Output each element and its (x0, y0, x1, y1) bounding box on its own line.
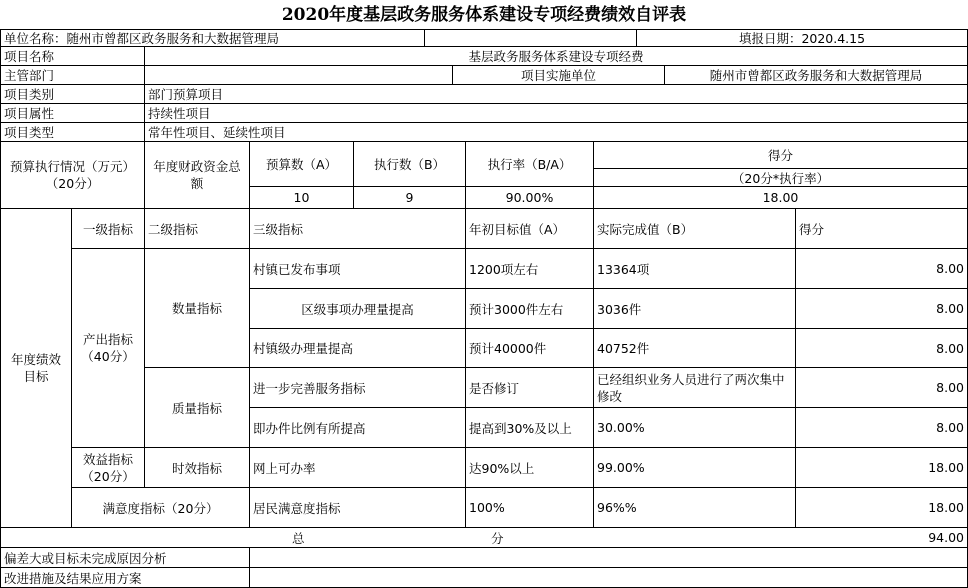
exec-rate-label: 执行率（B/A） (466, 142, 594, 187)
indicator-name: 网上可办率 (250, 448, 466, 488)
fund-total-label: 年度财政资金总额 (145, 142, 250, 209)
level2-header: 二级指标 (145, 209, 250, 249)
category-value: 部门预算项目 (145, 85, 968, 104)
target-header: 年初目标值（A） (466, 209, 594, 249)
indicator-target: 预计3000件左右 (466, 289, 594, 329)
project-name-value: 基层政务服务体系建设专项经费 (145, 47, 968, 66)
budget-score-label: 得分 (594, 142, 968, 169)
project-name-label: 项目名称 (0, 47, 145, 66)
impl-unit-value: 随州市曾都区政务服务和大数据管理局 (665, 66, 968, 85)
indicator-actual: 96%% (594, 488, 796, 528)
indicator-score: 8.00 (796, 249, 968, 289)
quality-indicator-label: 质量指标 (145, 368, 250, 448)
indicator-name: 进一步完善服务指标 (250, 368, 466, 408)
exec-b-value: 9 (354, 187, 466, 209)
type-value: 常年性项目、延续性项目 (145, 123, 968, 142)
supervisor-value (145, 66, 453, 85)
satisfaction-indicator-label: 满意度指标（20分） (72, 488, 250, 528)
indicator-actual: 40752件 (594, 329, 796, 368)
improvement-value (250, 568, 968, 588)
indicator-score: 8.00 (796, 408, 968, 448)
deviation-value (250, 548, 968, 568)
indicator-actual: 99.00% (594, 448, 796, 488)
indicator-target: 是否修订 (466, 368, 594, 408)
quantity-indicator-label: 数量指标 (145, 249, 250, 368)
deviation-label: 偏差大或目标未完成原因分析 (0, 548, 250, 568)
indicator-name: 村镇已发布事项 (250, 249, 466, 289)
total-label-left: 总 (292, 530, 305, 546)
budget-a-label: 预算数（A） (250, 142, 354, 187)
level1-header: 一级指标 (72, 209, 145, 249)
indicator-target: 预计40000件 (466, 329, 594, 368)
indicator-target: 提高到30%及以上 (466, 408, 594, 448)
category-label: 项目类别 (0, 85, 145, 104)
unit-name: 单位名称：随州市曾都区政务服务和大数据管理局 (0, 29, 425, 47)
actual-header: 实际完成值（B） (594, 209, 796, 249)
exec-rate-value: 90.00% (466, 187, 594, 209)
total-row (0, 528, 968, 548)
attribute-label: 项目属性 (0, 104, 145, 123)
exec-b-label: 执行数（B） (354, 142, 466, 187)
output-indicator-label: 产出指标（40分） (72, 249, 145, 448)
indicator-score: 18.00 (796, 448, 968, 488)
supervisor-label: 主管部门 (0, 66, 145, 85)
indicator-score: 8.00 (796, 329, 968, 368)
indicator-actual: 30.00% (594, 408, 796, 448)
impl-unit-label: 项目实施单位 (453, 66, 665, 85)
indicator-actual: 13364项 (594, 249, 796, 289)
type-label: 项目类型 (0, 123, 145, 142)
budget-score-value: 18.00 (594, 187, 968, 209)
indicator-actual: 3036件 (594, 289, 796, 329)
timeliness-indicator-label: 时效指标 (145, 448, 250, 488)
benefit-indicator-label: 效益指标（20分） (72, 448, 145, 488)
indicator-target: 达90%以上 (466, 448, 594, 488)
indicator-name: 居民满意度指标 (250, 488, 466, 528)
sheet-title: 2020年度基层政务服务体系建设专项经费绩效自评表 (281, 5, 687, 25)
level3-header: 三级指标 (250, 209, 466, 249)
indicator-target: 1200项左右 (466, 249, 594, 289)
indicator-score: 8.00 (796, 289, 968, 329)
fill-date: 填报日期：2020.4.15 (637, 29, 968, 47)
blank-cell (425, 29, 637, 47)
indicator-actual: 已经组织业务人员进行了两次集中修改 (594, 368, 796, 408)
attribute-value: 持续性项目 (145, 104, 968, 123)
indicator-name: 村镇级办理量提高 (250, 329, 466, 368)
budget-section-label: 预算执行情况（万元）（20分） (0, 142, 145, 209)
total-value: 94.00 (928, 530, 964, 545)
improvement-label: 改进措施及结果应用方案 (0, 568, 250, 588)
indicator-target: 100% (466, 488, 594, 528)
perf-section-label: 年度绩效目标 (0, 209, 72, 528)
budget-a-value: 10 (250, 187, 354, 209)
budget-score-formula: （20分*执行率） (594, 169, 968, 187)
indicator-score: 8.00 (796, 368, 968, 408)
indicator-score: 18.00 (796, 488, 968, 528)
score-header: 得分 (796, 209, 968, 249)
total-label-right: 分 (491, 530, 504, 546)
indicator-name: 即办件比例有所提高 (250, 408, 466, 448)
indicator-name: 区级事项办理量提高 (250, 289, 466, 329)
